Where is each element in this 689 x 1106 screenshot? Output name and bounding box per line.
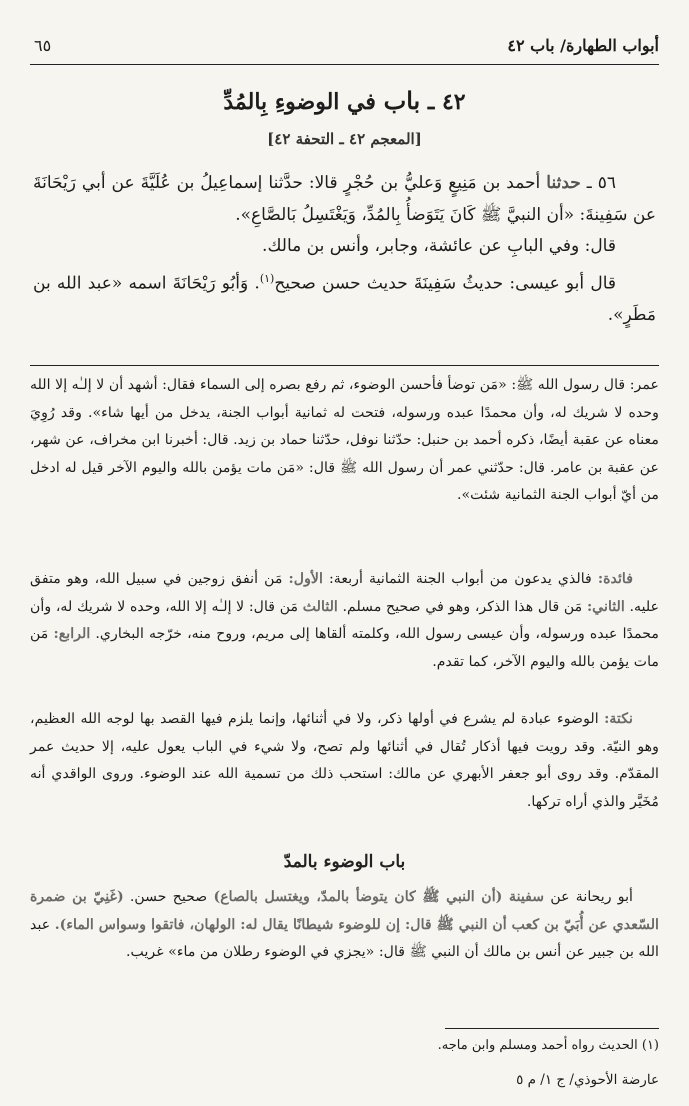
faida-third: مَن قال: لا إلـٰه إلا الله، وحده لا شريك له، وأن محمدًا عبده ورسوله، وأن عيسى رسول الله، وكلمته ألقاها إلى مريم، وروح منه، خرّجه البخاري.	[30, 598, 659, 643]
hadith-grading	[33, 263, 656, 332]
nukta-text: الوضوء عبادة لم يشرع في أولها ذكر، ولا في أثنائها، وإنما يلزم فيها القصد بها لوجه الله العظيم، وهو النيّة. وقد رويت فيها أذكار تُقال في أثنائها ولم تصح، ولا شيء في الباب يعول عليه، إلا حديث عمر المقدّم. وقد روى أبو جعفر الأبهري عن مالك: استحب ذلك من تسمية الله عند الوضوء. وروى الواقدي أنه مُخَيَّر والذي أراه تركها.	[30, 711, 659, 810]
paragraph-4-third: عبد الله بن جبير عن أنس بن مالك أن النبي ﷺ قال: «يجزي في الوضوء رطلان من ماء» غريب.	[30, 916, 659, 961]
commentary-subtitle: باب الوضوء بالمدّ	[283, 852, 406, 872]
faida-first: مَن أنفق زوجين في سبيل الله، وهو متفق عليه.	[30, 571, 660, 615]
footnote-marker: (١)	[259, 271, 275, 285]
running-header	[30, 30, 659, 65]
commentary-block-1	[30, 372, 659, 510]
hadith-lead-word: حدثنا	[546, 173, 581, 193]
faida-intro: فالذي يدعون من أبواب الجنة الثمانية أربعة:	[329, 571, 592, 587]
hadith-grading-tail: . وَأبُو رَيْحَانَةَ اسمه «عبد الله بن مَطَرٍ».	[33, 273, 656, 325]
commentary-paragraph-4	[30, 884, 659, 967]
chapter-number: ٤٢ ـ	[427, 89, 466, 115]
hadith-number: ٥٦ ـ	[586, 173, 617, 193]
chapter-reference: [المعجم ٤٢ ـ التحفة ٤٢]	[267, 130, 422, 148]
commentary-paragraph-2	[30, 566, 659, 676]
commentary-paragraph-1: عمر: قال رسول الله ﷺ: «مَن توضأ فأحسن الوضوء، ثم رفع بصره إلى السماء فقال: أشهد أن لا إلـٰه إلا الله وحده لا شريك له، وأن محمدًا عبده ورسوله، فتحت له ثمانية أبواب الجنة، يدخل من أيها شاء». وقد رُوِيَ معناه عن عقبة أيضًا، ذكره أحمد بن حنبل: حدّثنا نوفل، حدّثنا حماد بن زيد. قال: أخبرنا ابن مخراف، عن شهر، عن عقبة بن عامر. قال: حدّثني عمر أن رسول الله ﷺ قال: «مَن مات يؤمن بالله واليوم الآخر قيل له ادخل من أيّ أبواب الجنة الثمانية شئت».	[30, 377, 659, 504]
paragraph-4-intro: أبو ريحانة عن	[550, 889, 633, 905]
faida-fourth-label: الرابع:	[53, 626, 91, 643]
nukta-label: نكتة:	[604, 711, 634, 727]
hadith-paragraph	[33, 168, 656, 231]
hadith-chapter-note: قال: وفي البابِ عن عائشة، وجابر، وأنس بن مالك.	[262, 236, 616, 256]
paragraph-4-quote: سفينة (أن النبي ﷺ كان يتوضأ بالمدّ، ويغتسل بالصاع)	[213, 889, 545, 905]
hadith-isnad: أحمد بن مَنِيعٍ وَعليُّ بن حُجْرٍ قالا: حدَّثنا إسماعِيلُ بن عُلَيَّةَ عن أبي رَيْحَانَةَ عن سَفِينةَ: «أن النبيَّ ﷺ كَانَ يَتَوَضأُ بِالمُدِّ، وَيَغْتَسِلُ بَالصَّاعِ».	[33, 173, 656, 225]
hadith-text	[33, 168, 656, 331]
commentary-divider	[30, 365, 659, 366]
commentary-paragraph-3	[30, 706, 659, 816]
commentary-block-2	[30, 566, 659, 676]
footnote-divider	[445, 1028, 659, 1029]
page-number: ٦٥	[34, 36, 52, 55]
hadith-grading-text: قال أبو عيسى: حديثُ سَفِينَةَ حديث حسن صحيح	[274, 273, 616, 294]
faida-second: مَن قال هذا الذكر، وهو في صحيح مسلم.	[342, 598, 583, 615]
faida-second-label: الثاني:	[586, 598, 625, 615]
faida-first-label: الأول:	[288, 571, 323, 587]
footnote: (١) الحديث رواه أحمد ومسلم وابن ماجه.	[437, 1038, 659, 1053]
faida-fourth: مَن مات يؤمن بالله واليوم الآخر، كما تقدم.	[30, 626, 659, 670]
chapter-title	[0, 86, 689, 115]
paragraph-4-grade: صحيح حسن.	[129, 889, 208, 905]
chapter-title-text: في الوضوءِ بِالمُدِّ	[223, 89, 376, 115]
chapter-keyword: باب	[383, 86, 421, 115]
running-title: أبواب الطهارة/ باب ٤٢	[507, 36, 659, 55]
commentary-block-4	[30, 884, 659, 967]
signature-mark: عارضة الأحوذي/ ج ١/ م ٥	[516, 1072, 659, 1088]
paragraph-4-second-quote: (غَنِيّ بن ضمرة السّعدي عن أُبَيّ بن كعب أن النبي ﷺ قال: إن للوضوء شيطانًا يقال له: الولهان، فاتقوا وسواس الماء).	[30, 889, 659, 933]
faida-third-label: الثالث	[302, 598, 338, 615]
commentary-block-3	[30, 706, 659, 816]
faida-label: فائدة:	[597, 571, 634, 587]
